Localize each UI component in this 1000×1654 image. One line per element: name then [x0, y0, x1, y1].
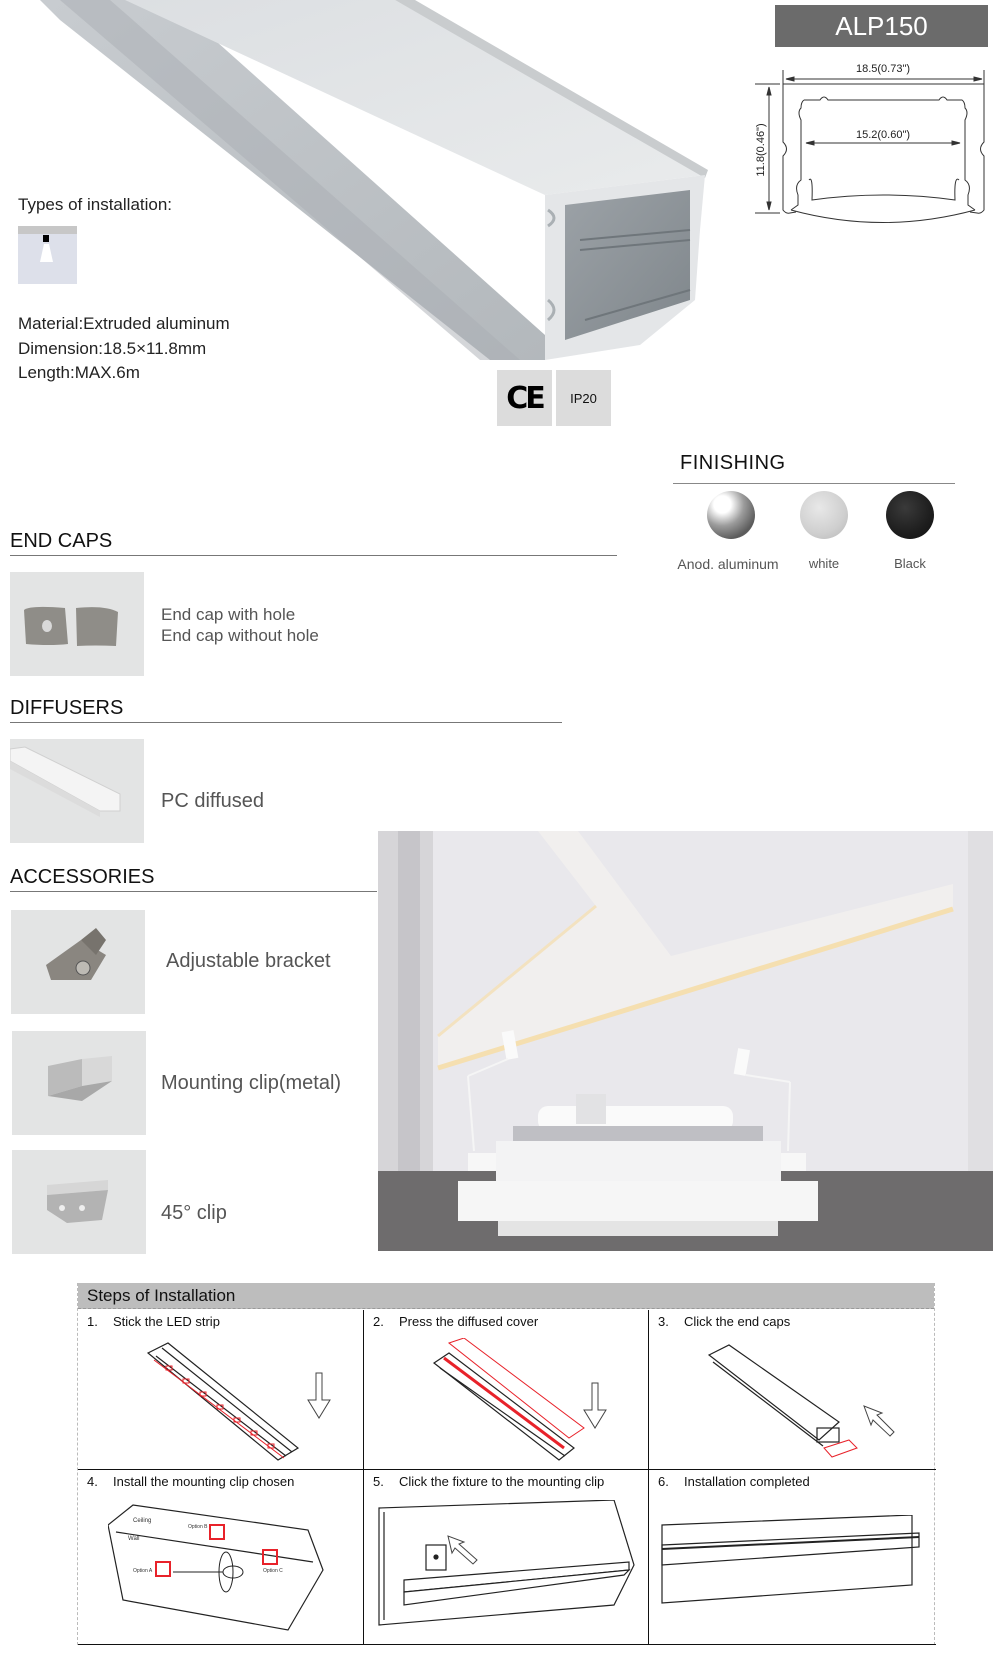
finish-label-anodized: Anod. aluminum: [677, 556, 779, 572]
end-caps-divider: [10, 555, 617, 556]
diagram-outer-width: 18.5(0.73"): [855, 63, 911, 75]
step-1: 1. Stick the LED strip: [78, 1310, 363, 1469]
svg-text:Wall: Wall: [128, 1536, 140, 1542]
end-cap-with-hole: End cap with hole: [161, 605, 296, 624]
step-2: 2. Press the diffused cover: [364, 1310, 648, 1469]
end-caps-thumbnail: [10, 572, 144, 676]
cross-section-diagram: [750, 50, 1000, 230]
finish-label-white: white: [808, 556, 840, 571]
step-5-label: Click the fixture to the mounting clip: [399, 1474, 605, 1489]
step-4-label: Install the mounting clip chosen: [113, 1474, 295, 1489]
adjustable-bracket-thumbnail: [11, 910, 145, 1014]
finish-label-black: Black: [894, 556, 926, 571]
svg-text:Ceiling: Ceiling: [133, 1518, 152, 1524]
45-degree-clip-thumbnail: [12, 1150, 146, 1254]
step-3: 3. Click the end caps: [649, 1310, 936, 1469]
diffuser-thumbnail: [10, 739, 144, 843]
spec-dimension: Dimension:18.5×11.8mm: [18, 338, 207, 358]
end-cap-without-hole: End cap without hole: [161, 626, 319, 645]
step-6: 6. Installation completed: [649, 1470, 936, 1644]
accessories-divider: [10, 891, 377, 892]
ce-mark-icon: CE: [506, 380, 543, 416]
finishing-title: FINISHING: [680, 452, 786, 474]
step-6-label: Installation completed: [684, 1474, 810, 1489]
accessories-title: ACCESSORIES: [10, 866, 155, 888]
diagram-height: 11.8(0.46"): [755, 123, 767, 177]
application-bedroom-photo: [378, 831, 993, 1265]
swatch-white: [800, 491, 848, 539]
diffuser-pc-diffused: PC diffused: [161, 790, 265, 812]
installation-types-title: Types of installation:: [18, 195, 173, 214]
step-3-label: Click the end caps: [684, 1314, 791, 1329]
model-number-header: ALP150: [775, 5, 988, 47]
diffuser-cover-illustration: [424, 1338, 624, 1463]
accessory-adjustable-bracket: Adjustable bracket: [166, 950, 331, 972]
recessed-ceiling-icon: [18, 226, 77, 284]
mounting-clip-thumbnail: [12, 1031, 146, 1135]
fixture-clip-illustration: [374, 1500, 644, 1640]
step-4: 4. Install the mounting clip chosen Ceiling Wall Option B Option A Option C: [78, 1470, 363, 1644]
end-caps-illustration: [699, 1340, 919, 1465]
spec-length: Length:MAX.6m: [18, 363, 140, 382]
spec-material: Material:Extruded aluminum: [18, 314, 230, 333]
svg-text:Option C: Option C: [263, 1568, 283, 1574]
step-5: 5. Click the fixture to the mounting clip: [364, 1470, 648, 1644]
svg-text:Option B: Option B: [188, 1524, 208, 1530]
step-1-label: Stick the LED strip: [113, 1314, 220, 1329]
table-bottom-border: [78, 1644, 936, 1645]
mounting-clip-illustration: [108, 1500, 338, 1640]
led-strip-illustration: [138, 1338, 338, 1463]
diffusers-divider: [10, 722, 562, 723]
ce-mark-badge: [497, 370, 552, 426]
accessory-45-degree-clip: 45° clip: [161, 1202, 227, 1224]
installation-steps-table: [77, 1283, 935, 1645]
svg-text:Option A: Option A: [133, 1568, 153, 1574]
diagram-inner-width: 15.2(0.60"): [855, 129, 911, 141]
swatch-anodized-aluminum: [707, 491, 755, 539]
steps-title: Steps of Installation: [78, 1283, 934, 1309]
swatch-black: [886, 491, 934, 539]
end-caps-title: END CAPS: [10, 530, 113, 552]
ip20-badge: IP20: [556, 370, 611, 426]
finishing-divider: [673, 483, 955, 484]
accessory-mounting-clip: Mounting clip(metal): [161, 1072, 342, 1094]
product-specs: [18, 312, 230, 386]
step-2-label: Press the diffused cover: [399, 1314, 539, 1329]
end-caps-list: [161, 604, 319, 646]
diffusers-title: DIFFUSERS: [10, 697, 124, 719]
installation-complete-illustration: [657, 1515, 932, 1615]
